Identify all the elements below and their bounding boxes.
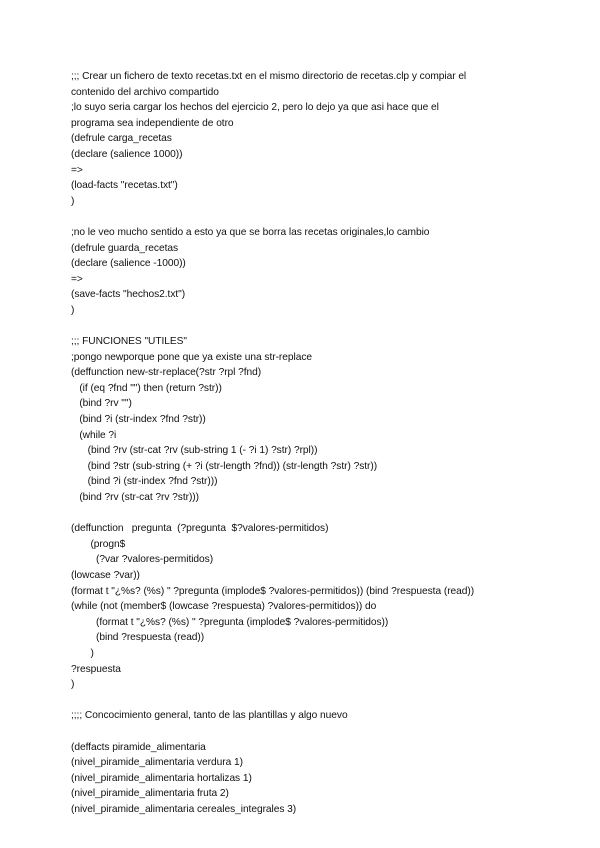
code-line: (lowcase ?var)) [71,570,140,581]
code-block-pregunta-function [71,521,571,693]
code-block-deffacts-piramide [71,740,571,818]
code-line: (nivel_piramide_alimentaria verdura 1) [71,757,243,769]
code-line: (nivel_piramide_alimentaria cereales_integrales 3) [71,803,297,815]
code-line: (nivel_piramide_alimentaria fruta 2) [71,788,229,800]
code-line: (format t "¿%s? (%s) " ?pregunta (implode$ ?valores-permitidos)) [71,616,389,628]
code-block-conocimiento-general [71,708,571,724]
code-line: (bind ?i (str-index ?fnd ?str))) [71,476,218,488]
code-line: (deffunction new-str-replace(?str ?rpl ?fnd) [71,367,262,379]
code-line: ) [71,195,75,207]
code-line: (bind ?str (sub-string (+ ?i (str-length ?fnd)) (str-length ?str) ?str)) [71,460,378,472]
code-line: (nivel_piramide_alimentaria hortalizas 1) [71,772,252,784]
code-line: => [71,273,83,285]
code-line: ;;; FUNCIONES "UTILES" [71,336,187,348]
code-line: (progn$ [71,538,126,550]
code-line: (bind ?rv (str-cat ?rv (sub-string 1 (- ?i 1) ?str) ?rpl)) [71,445,318,457]
code-line: ) [71,304,75,316]
code-line: ;pongo newporque pone que ya existe una str-replace [71,351,312,363]
code-line: (deffunction pregunta (?pregunta $?valores-permitidos) [71,523,329,535]
blank-line [71,724,571,740]
blank-line [71,209,571,225]
code-line: programa sea independiente de otro [71,117,234,129]
blank-line [71,693,571,709]
code-line: (bind ?respuesta (read)) [71,632,205,644]
code-line: (while (not (member$ (lowcase ?respuesta) ?valores-permitidos)) do [71,601,377,613]
code-line: ;lo suyo seria cargar los hechos del ejercicio 2, pero lo dejo ya que asi hace que el [71,102,439,114]
code-line: (defrule guarda_recetas [71,242,179,254]
code-line: (defrule carga_recetas [71,133,172,145]
blank-line [71,506,571,522]
blank-line [71,319,571,335]
code-line: (if (eq ?fnd "") then (return ?str)) [71,382,222,394]
code-line: ?respuesta [71,663,121,675]
code-block-header-comment [71,69,571,209]
code-line: (?var ?valores-permitidos) [71,554,214,566]
code-line: contenido del archivo compartido [71,86,219,98]
code-line: (bind ?rv "") [71,398,132,410]
code-line: (bind ?rv (str-cat ?rv ?str))) [71,492,199,504]
code-line: (declare (salience -1000)) [71,258,186,270]
code-line: ;no le veo mucho sentido a esto ya que se borra las recetas originales,lo cambio [71,226,430,238]
code-line: ) [71,679,75,691]
code-line: (format t "¿%s? (%s) " ?pregunta (implode$ ?valores-permitidos)) (bind ?respuesta (read)) [71,585,475,597]
code-line: ;;; Crear un fichero de texto recetas.txt en el mismo directorio de recetas.clp y compiar el [71,71,467,82]
code-block-funciones-utiles [71,334,571,506]
code-block-guardar-recetas [71,225,571,319]
code-line: (declare (salience 1000)) [71,148,183,160]
code-line: (load-facts "recetas.txt") [71,180,178,192]
code-listing [71,69,571,818]
code-line: ;;;; Concocimiento general, tanto de las plantillas y algo nuevo [71,710,348,722]
code-line: ) [71,647,94,659]
code-line: (deffacts piramide_alimentaria [71,741,206,753]
code-line: (save-facts "hechos2.txt") [71,289,186,301]
code-line: (while ?i [71,429,117,441]
code-line: => [71,164,83,176]
code-line: (bind ?i (str-index ?fnd ?str)) [71,414,206,426]
